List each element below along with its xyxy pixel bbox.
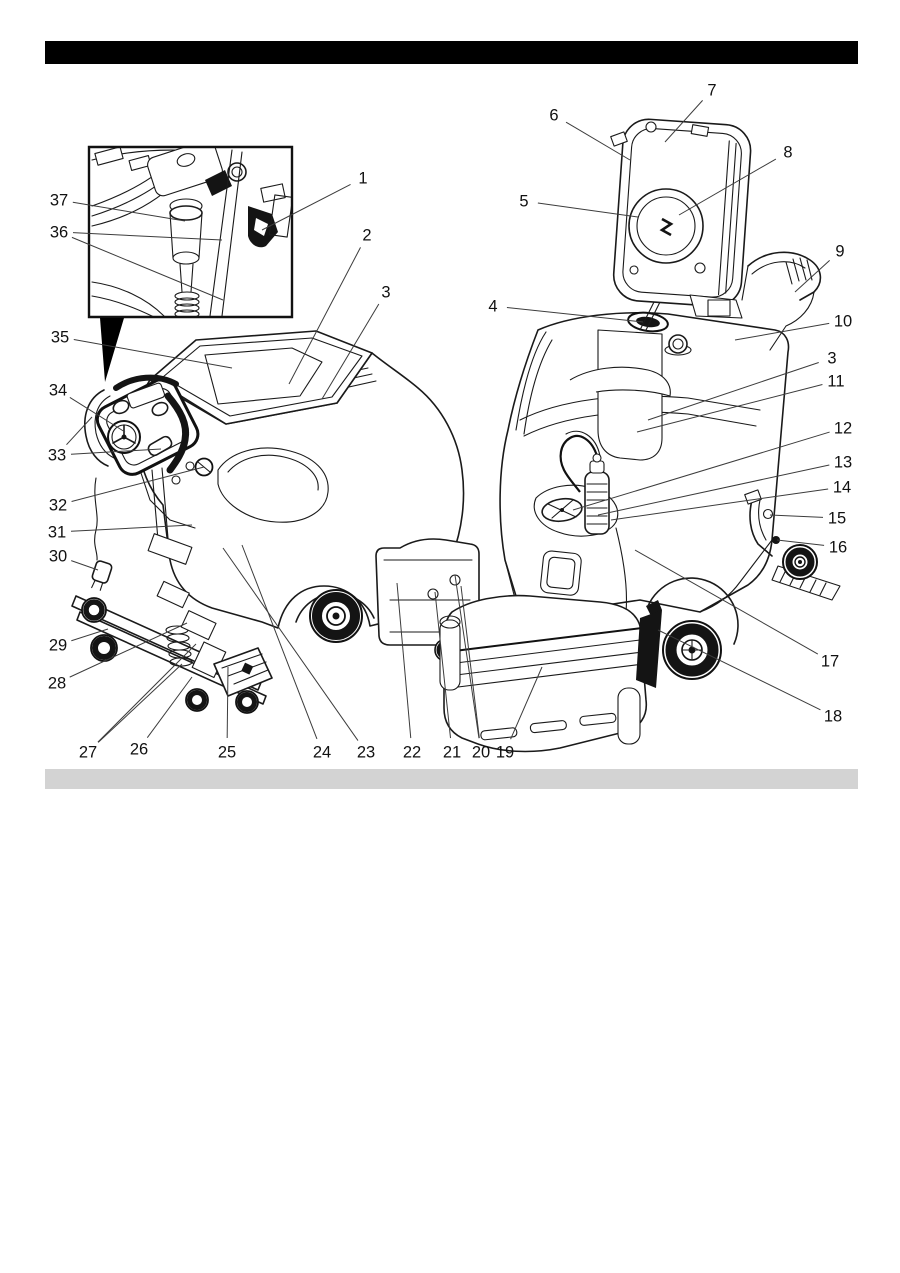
callout-label-3: 3	[381, 283, 391, 302]
callout-label-26: 26	[129, 740, 149, 759]
callout-label-3: 3	[827, 349, 837, 368]
callout-1	[262, 170, 368, 231]
callout-label-16: 16	[828, 538, 848, 557]
brush-head	[440, 596, 646, 752]
callout-label-37: 37	[49, 191, 69, 210]
callout-label-17: 17	[820, 652, 840, 671]
callout-label-24: 24	[312, 743, 332, 762]
callout-label-9: 9	[835, 242, 845, 261]
callout-label-29: 29	[48, 636, 68, 655]
callout-label-18: 18	[823, 707, 843, 726]
callout-label-5: 5	[519, 192, 529, 211]
callout-label-21: 21	[442, 743, 462, 762]
callout-label-12: 12	[833, 419, 853, 438]
callout-label-34: 34	[48, 381, 68, 400]
callout-label-28: 28	[47, 674, 67, 693]
callout-label-31: 31	[47, 523, 67, 542]
callout-26	[130, 677, 192, 759]
callout-6	[549, 107, 630, 161]
callout-label-35: 35	[50, 328, 70, 347]
callout-label-36: 36	[49, 223, 69, 242]
callout-label-1: 1	[358, 169, 368, 188]
callout-label-6: 6	[549, 106, 559, 125]
callout-label-33: 33	[47, 446, 67, 465]
callout-label-2: 2	[362, 226, 372, 245]
callout-label-19: 19	[495, 743, 515, 762]
machine-side-view	[72, 331, 479, 713]
callout-30	[49, 548, 98, 571]
callout-label-23: 23	[356, 743, 376, 762]
callout-label-20: 20	[471, 743, 491, 762]
callout-15	[770, 510, 846, 528]
callout-label-22: 22	[402, 743, 422, 762]
callout-label-14: 14	[832, 478, 852, 497]
callout-label-15: 15	[827, 509, 847, 528]
callout-label-27: 27	[78, 743, 98, 762]
open-lid	[611, 118, 753, 330]
callout-label-4: 4	[488, 297, 498, 316]
detail-pointer-wedge	[100, 318, 124, 382]
rear-squeegee	[745, 490, 840, 600]
callout-label-30: 30	[48, 547, 68, 566]
callout-label-8: 8	[783, 143, 793, 162]
power-plug	[89, 560, 113, 592]
callout-label-10: 10	[833, 312, 853, 331]
callout-label-7: 7	[707, 81, 717, 100]
callout-label-32: 32	[48, 496, 68, 515]
callout-label-13: 13	[833, 453, 853, 472]
callout-label-25: 25	[217, 743, 237, 762]
callout-label-11: 11	[827, 372, 845, 391]
